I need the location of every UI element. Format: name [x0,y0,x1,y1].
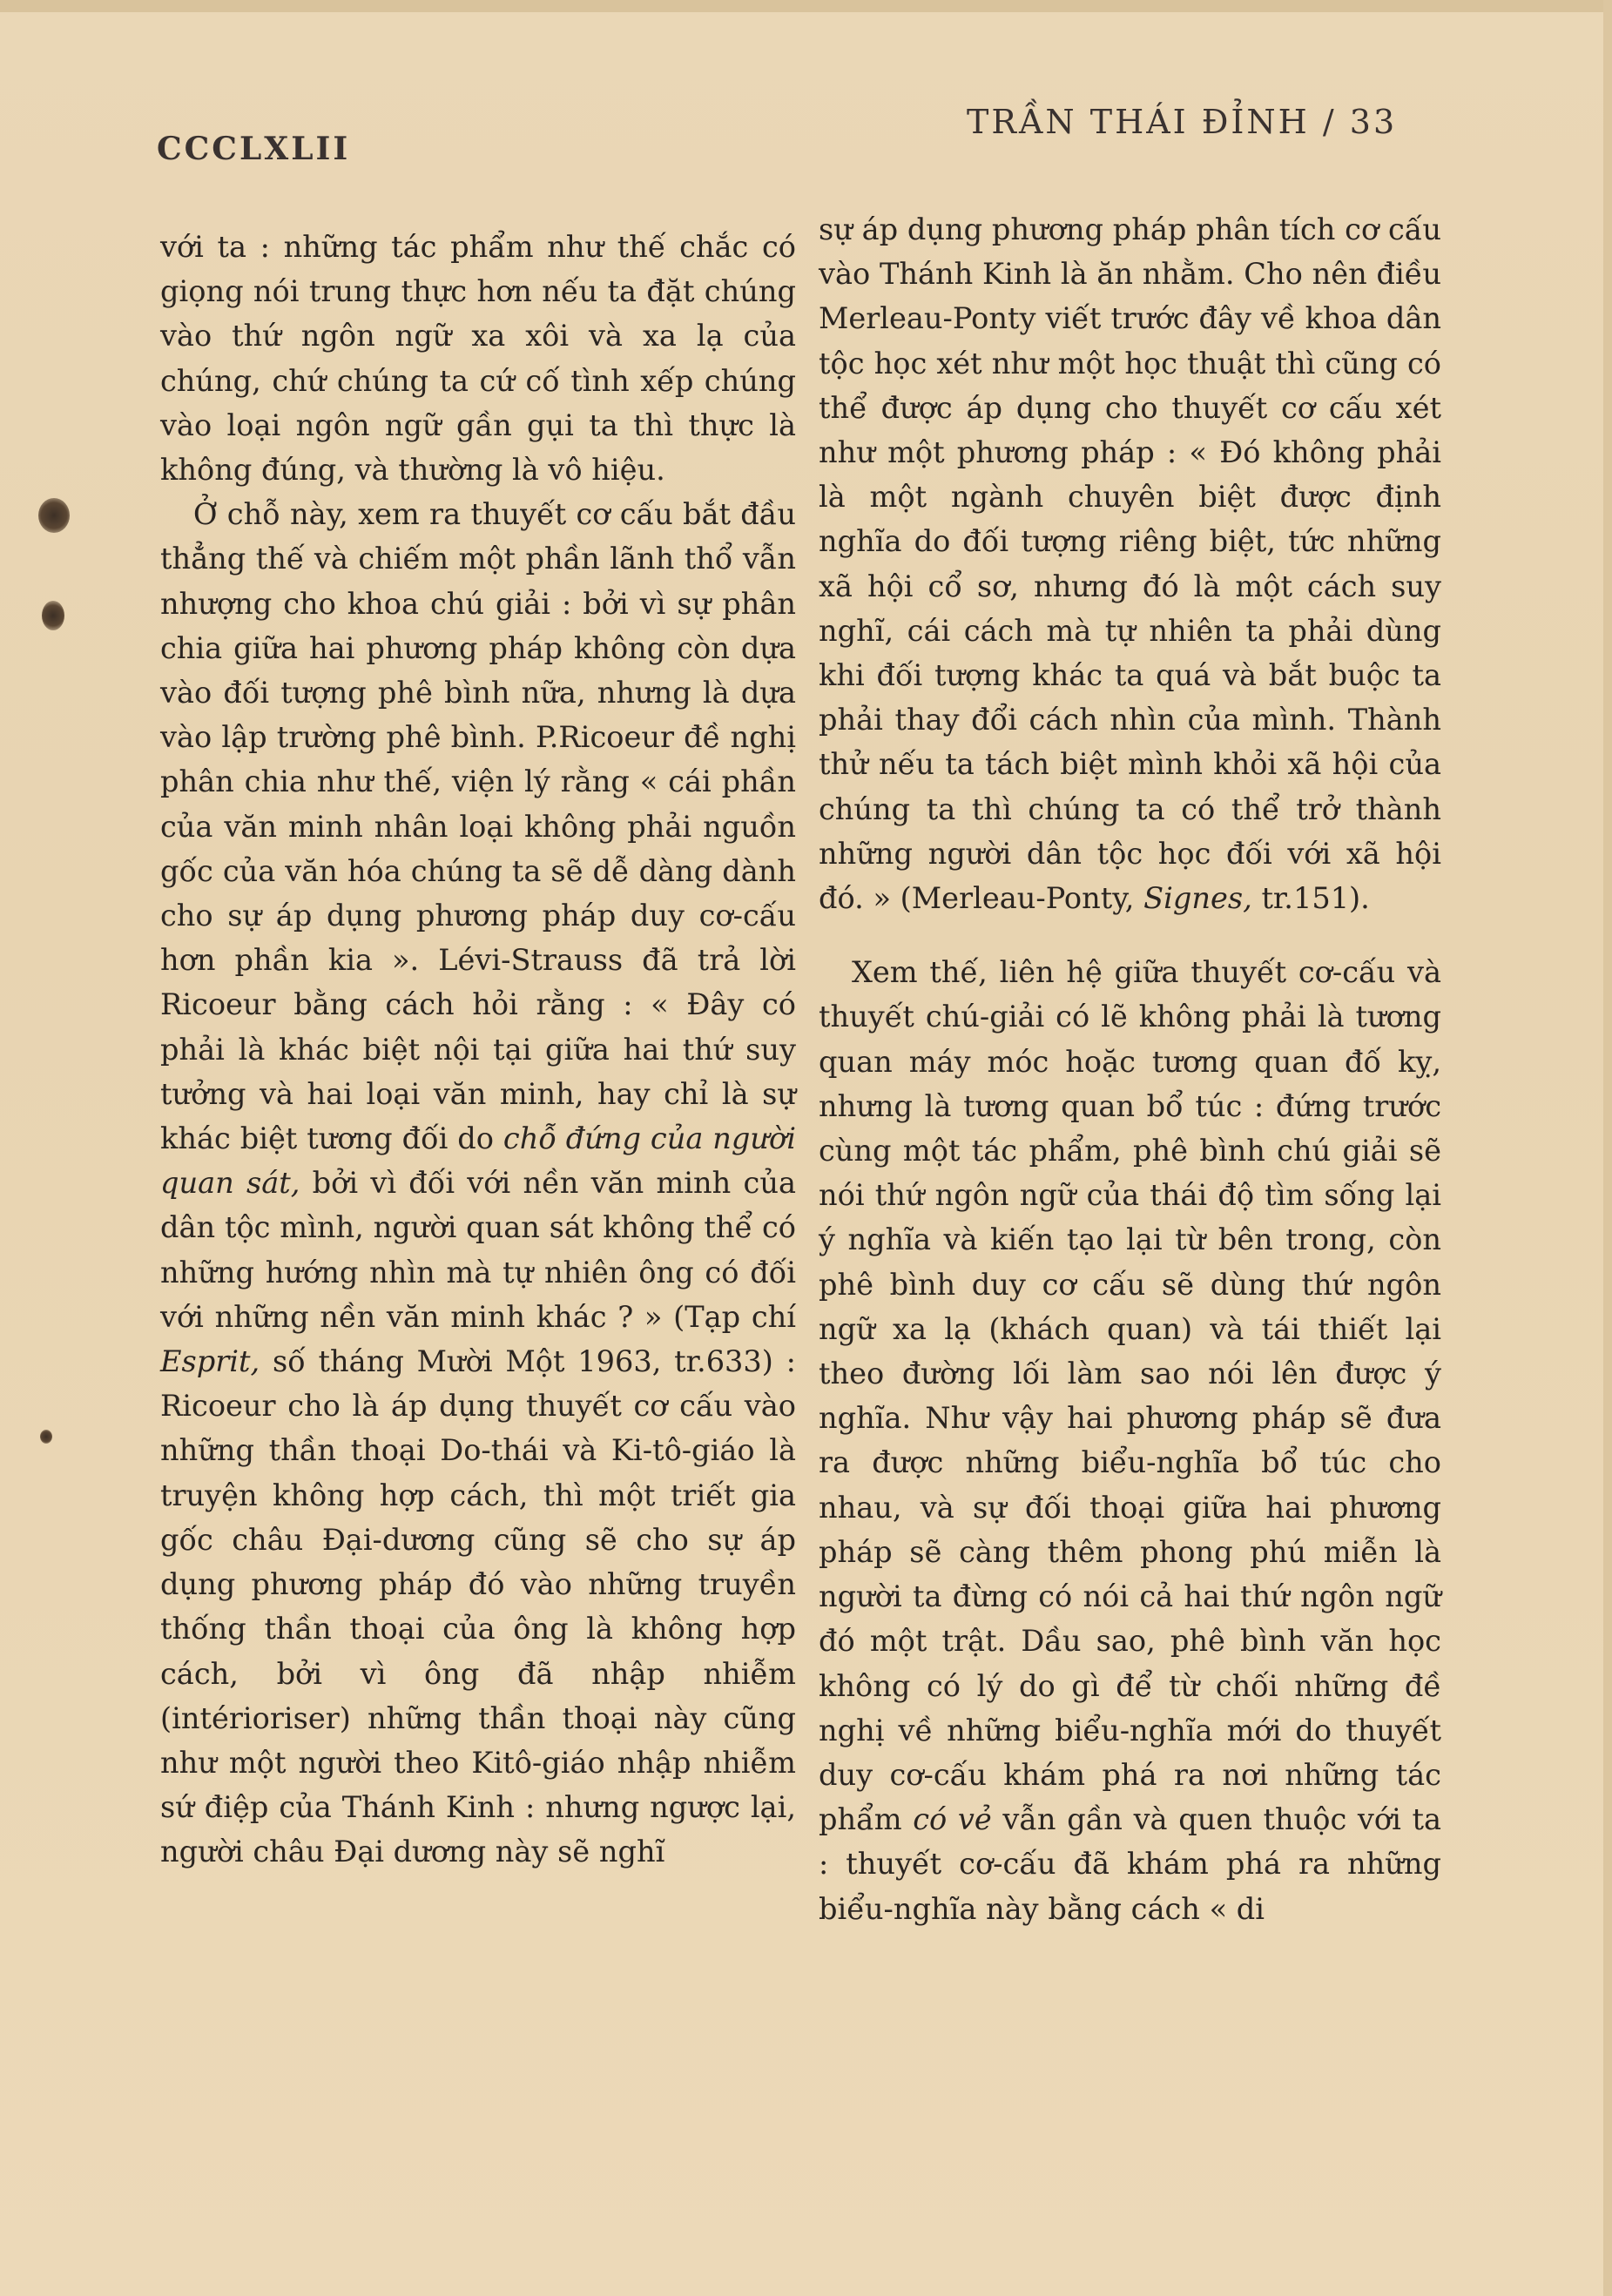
page-header-left: CCCLXLII [157,131,351,167]
right-column [819,207,1441,1931]
ink-stain [40,1430,52,1444]
paragraph: Xem thế, liên hệ giữa thuyết cơ-cấu và thuyết chú-giải có lẽ không phải là tương quan máy móc hoặc tương quan đố kỵ, nhưng là tương quan bổ túc : đứng trước cùng một tác phẩm, phê bình chú giải sẽ nói thứ ngôn ngữ của thái độ tìm sống lại ý nghĩa và kiến tạo lại từ bên trong, còn phê bình duy cơ cấu sẽ dùng thứ ngôn ngữ xa lạ (khách quan) và tái thiết lại theo đường lối làm sao nói lên được ý nghĩa. Như vậy hai phương pháp sẽ đưa ra được những biểu-nghĩa bổ túc cho nhau, và sự đối thoại giữa hai phương pháp sẽ càng thêm phong phú miễn là người ta đừng có nói cả hai thứ ngôn ngữ đó một trật. Dầu sao, phê bình văn học không có lý do gì để từ chối những đề nghị về những biểu-nghĩa mới do thuyết duy cơ-cấu khám phá ra nơi những tác phẩm có vẻ vẫn gần và quen thuộc với ta : thuyết cơ-cấu đã khám phá ra những biểu-nghĩa này bằng cách « di [819,955,1441,1926]
paragraph: sự áp dụng phương pháp phân tích cơ cấu vào Thánh Kinh là ăn nhằm. Cho nên điều Merleau-Ponty viết trước đây về khoa dân tộc học xét như một học thuật thì cũng có thể được áp dụng cho thuyết cơ cấu xét như một phương pháp : « Đó không phải là một ngành chuyên biệt được định nghĩa do đối tượng riêng biệt, tức những xã hội cổ sơ, nhưng đó là một cách suy nghĩ, cái cách mà tự nhiên ta phải dùng khi đối tượng khác ta quá và bắt buộc ta phải thay đổi cách nhìn của mình. Thành thử nếu ta tách biệt mình khỏi xã hội của chúng ta thì chúng ta có thể trở thành những người dân tộc học đối với xã hội đó. » (Merleau-Ponty, Signes, tr.151). [819,212,1441,916]
paragraph: với ta : những tác phẩm như thế chắc có giọng nói trung thực hơn nếu ta đặt chúng vào thứ ngôn ngữ xa xôi và xa lạ của chúng, chứ chúng ta cứ cố tình xếp chúng vào loại ngôn ngữ gần gụi ta thì thực là không đúng, và thường là vô hiệu. [160,230,796,488]
ink-stain [42,601,64,630]
left-column [160,225,796,1875]
ink-stain [38,498,70,533]
paragraph: Ở chỗ này, xem ra thuyết cơ cấu bắt đầu thẳng thế và chiếm một phần lãnh thổ vẫn nhượng cho khoa chú giải : bởi vì sự phân chia giữa hai phương pháp không còn dựa vào đối tượng phê bình nữa, nhưng là dựa vào lập trường phê bình. P.Ricoeur đề nghị phân chia như thế, viện lý rằng « cái phần của văn minh nhân loại không phải nguồn gốc của văn hóa chúng ta sẽ dễ dàng dành cho sự áp dụng phương pháp duy cơ-cấu hơn phần kia ». Lévi-Strauss đã trả lời Ricoeur bằng cách hỏi rằng : « Đây có phải là khác biệt nội tại giữa hai thứ suy tưởng và hai loại văn minh, hay chỉ là sự khác biệt tương đối do chỗ đứng của người quan sát, bởi vì đối với nền văn minh của dân tộc mình, người quan sát không thể có những hướng nhìn mà tự nhiên ông có đối với những nền văn minh khác ? » (Tạp chí Esprit, số tháng Mười Một 1963, tr.633) : Ricoeur cho là áp dụng thuyết cơ cấu vào những thần thoại Do-thái và Ki-tô-giáo là truyện không hợp cách, thì một triết gia gốc châu Đại-dương cũng sẽ cho sự áp dụng phương pháp đó vào những truyền thống thần thoại của ông là không hợp cách, bởi vì ông đã nhập nhiễm (intérioriser) những thần thoại này cũng như một người theo Kitô-giáo nhập nhiễm sứ điệp của Thánh Kinh : nhưng ngược lại, người châu Đại dương này sẽ nghĩ [160,497,796,1869]
page-header-right: TRẦN THÁI ĐỈNH / 33 [967,103,1398,141]
